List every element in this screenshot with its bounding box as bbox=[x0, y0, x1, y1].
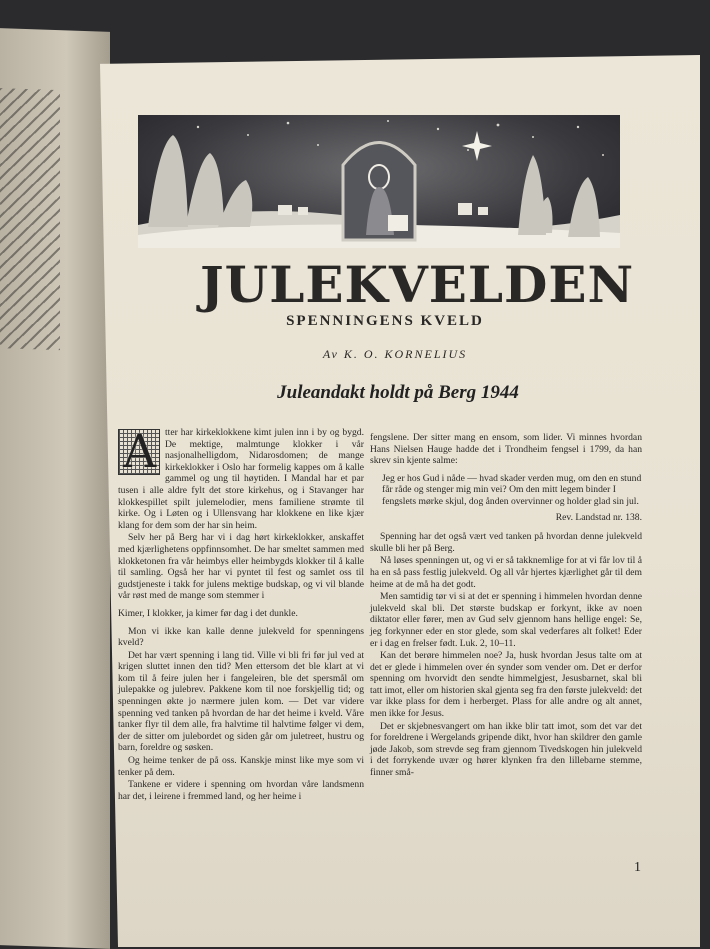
paragraph: Kan det berøre himmelen noe? Ja, husk hvordan Jesus talte om at det er glede i himmelen over én synder som vender om. Det er derfor spenning om hvorvidt den sendte himmelgjest, Jesusbarnet, skal bli tatt imot, eller om historien skal gjenta seg fra den første julekveld: det var ikke plass for dem i herberget. Plass for alle andre og alt annet, men ikke for Jesus. bbox=[370, 650, 643, 720]
page-number: 1 bbox=[634, 860, 641, 875]
article-title: JULEKVELDEN bbox=[200, 255, 635, 314]
paragraph: Spenning har det også vært ved tanken på hvordan denne julekveld skulle bli her på Berg. bbox=[370, 531, 642, 554]
paragraph: fengslene. Der sitter mang en ensom, som lider. Vi minnes hvordan Hans Nielsen Hauge hadde det i Trondheim fengsel i 1799, da han skrev sin kjente salme: bbox=[370, 432, 642, 467]
section-heading: Juleandakt holdt på Berg 1944 bbox=[277, 382, 519, 403]
hymn-verse: Jeg er hos Gud i nåde — hvad skader verden mug, om den en stund får råde og stenger mig min vei? Om den mitt legem binder I fengslets mørke skjul, dog ånden overvinner og holder glad sin jul. bbox=[382, 472, 642, 507]
hymn-reference: Rev. Landstad nr. 138. bbox=[555, 511, 642, 523]
nativity-banner-illustration bbox=[138, 115, 620, 248]
previous-page-edge bbox=[0, 28, 110, 949]
paragraph: Og heime tenker de på oss. Kanskje minst like mye som vi tenker på dem. bbox=[118, 755, 364, 778]
text-column-right bbox=[370, 432, 642, 780]
article-subtitle: SPENNINGENS KVELD bbox=[286, 313, 484, 329]
quotation-line: Kimer, I klokker, ja kimer før dag i det dunkle. bbox=[118, 607, 298, 619]
ornamental-dropcap bbox=[118, 424, 160, 478]
text-column-left bbox=[118, 424, 364, 803]
paragraph: Mon vi ikke kan kalle denne julekveld for spenningens kveld? bbox=[118, 625, 364, 649]
paragraph: tter har kirkeklokkene kimt julen inn i by og bygd. De mektige, malmtunge klokker i vår nasjonalhelligdom, Nidarosdomen; de mange kirkeklokker i Oslo har formelig kappes om å kalle gammel og ung til høytiden. I Mandal har et par tusen i alle aldre fylt det store kirkehus, og i Stavanger har klokkespillet spilt julemelodier, mens familiene strømte til kirke. Og i Løten og i Ullensvang har klokkene en like kjær klang for dem som der har sin heim. bbox=[118, 427, 364, 531]
paragraph: Det er skjebnesvangert om han ikke blir tatt imot, som det var det for foreldrene i Wergelands gripende dikt, hvor han skildrer den gamle jøde Jakob, som strevde seg fram gjennom Tivedskogen hin julekveld i det forrykende uvær og hører klynken fra den lillebarne stemme, finner små- bbox=[370, 720, 642, 779]
paragraph: Nå løses spenningen ut, og vi er så takknemlige for at vi får lov til å ha en så pass festlig julekveld. Og all vår hjertes kjærlighet går til dem heime at de må ha det godt. bbox=[370, 555, 642, 590]
paragraph: Men samtidig tør vi si at det er spenning i himmelen hvordan denne julekveld skal bli. Det største budskap er forkynt, ikke av noen diktator eller fører, men av Gud selv gjennom hans hellige engel: Se, jeg forkynner eder en stor glede, som skal vederfares alt folket! Eder er i dag en frelser født. Luk. 2, 10–11. bbox=[370, 591, 642, 649]
dropcap-letter: A bbox=[123, 424, 157, 478]
author-byline: Av K. O. KORNELIUS bbox=[322, 347, 468, 361]
nativity-scene-art bbox=[138, 115, 620, 248]
paragraph: Selv her på Berg har vi i dag hørt kirkeklokker, anskaffet med kjærlighetens oppfinnsomhet. De har smeltet sammen med klokketonen fra vår heimbys eller heimbygds klokker til å kalle til samling. Også her har vi pyntet til fest og samlet oss til gudstjeneste i takk for julens mektige budskap, og vi vil blande vår røst med de mange som stemmer i bbox=[118, 532, 364, 602]
paragraph: Tankene er videre i spenning om hvordan våre landsmenn har det, i leirene i fremmed land, og her heime i bbox=[118, 779, 364, 802]
previous-page-illustration bbox=[0, 88, 60, 350]
paragraph: Det har vært spenning i lang tid. Ville vi bli fri før jul ved at krigen sluttet innen den tid? Men ettersom det ble klart at vi kom til å feire julen her i fangeleiren, ble det spersmål om julepakke og julebrev. Pakkene kom til noe forskjellig tid; og spenningen økte jo nærmere julen kom. — Det var videre spenning ved tanken på hvordan de har det heime i kveld. Våre tanker flyr til dem alle, fra halvtime til halvtime følger vi dem, der de sitter om julebordet og siden går om juletreet, hustru og barn, foreldre og søsken. bbox=[118, 649, 364, 754]
